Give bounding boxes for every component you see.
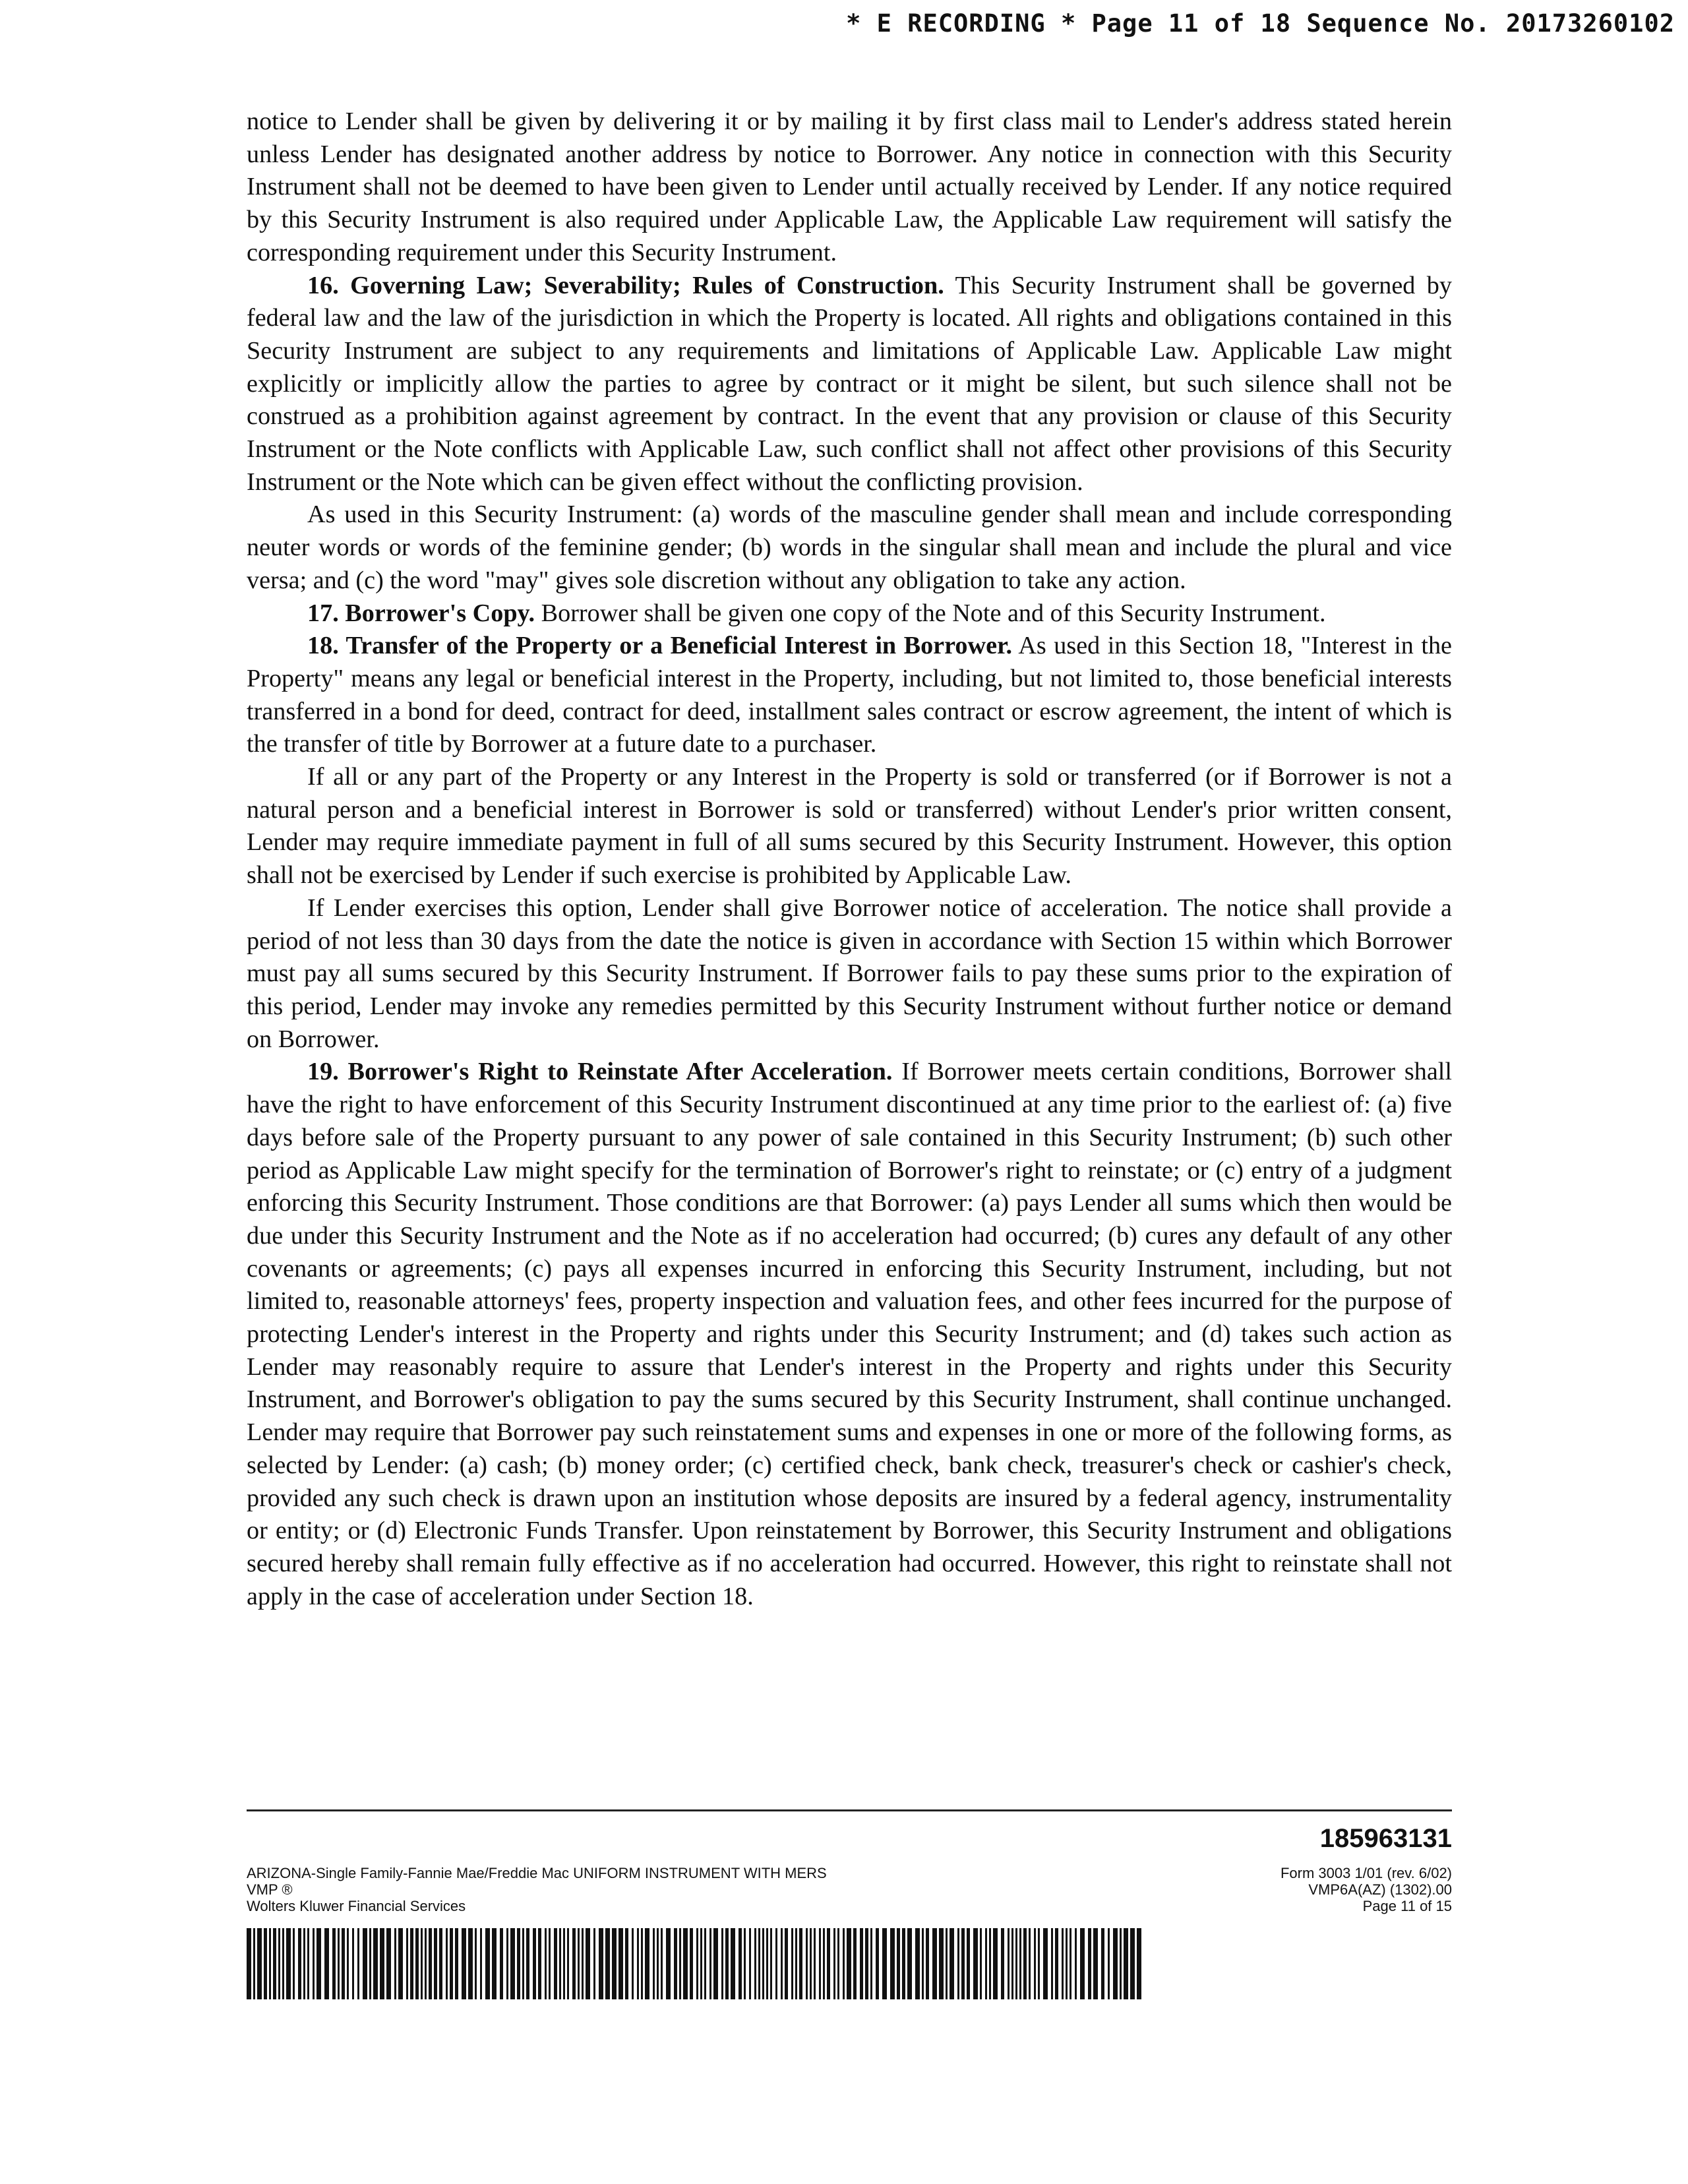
barcode-bar	[795, 1928, 797, 1999]
section-16	[247, 270, 1452, 499]
barcode-bar	[446, 1928, 448, 1999]
barcode-bar	[806, 1928, 808, 1999]
barcode-bar	[563, 1928, 565, 1999]
barcode-bar	[657, 1928, 659, 1999]
barcode-bar	[1113, 1928, 1118, 1999]
barcode-bar	[775, 1928, 777, 1999]
barcode-bar	[1038, 1928, 1040, 1999]
barcode-bar	[1062, 1928, 1064, 1999]
barcode-bar	[538, 1928, 541, 1999]
footer-vmp-mark: VMP ®	[247, 1881, 293, 1898]
barcode-bar	[679, 1928, 681, 1999]
barcode-bar	[1101, 1928, 1104, 1999]
barcode-bar	[462, 1928, 466, 1999]
footer-form-number: Form 3003 1/01 (rev. 6/02)	[1280, 1865, 1452, 1881]
barcode-bar	[674, 1928, 677, 1999]
barcode-bar	[357, 1928, 359, 1999]
section-17	[247, 597, 1452, 630]
section-19	[247, 1056, 1452, 1613]
barcode-bar	[429, 1928, 432, 1999]
barcode-bar	[500, 1928, 503, 1999]
barcode-bar	[450, 1928, 453, 1999]
footer-form-description	[247, 1865, 827, 1914]
barcode-bar	[754, 1928, 756, 1999]
footer-publisher: Wolters Kluwer Financial Services	[247, 1898, 466, 1914]
barcode-bar	[480, 1928, 482, 1999]
barcode-bar	[744, 1928, 746, 1999]
barcode-bar	[347, 1928, 349, 1999]
barcode-bar	[961, 1928, 965, 1999]
barcode-bar	[324, 1928, 329, 1999]
barcode-bar	[545, 1928, 547, 1999]
barcode-bar	[1108, 1928, 1110, 1999]
footer-form-code: VMP6A(AZ) (1302).00	[1308, 1881, 1452, 1898]
barcode-bar	[1075, 1928, 1077, 1999]
barcode-bar	[1011, 1928, 1013, 1999]
section-18-paragraph-3: If Lender exercises this option, Lender shall give Borrower notice of acceleration. The notice shall provide a period of not less than 30 days from the date the notice is given in accordance with Section 15 within which Borrower must pay all sums secured by this Security Instrument. If Borrower fails to pay these sums prior to the expiration of this period, Lender may invoke any remedies permitted by this Security Instrument without further notice or demand on Borrower.	[247, 894, 1452, 1053]
barcode	[247, 1928, 1146, 1999]
section-18-heading: 18. Transfer of the Property or a Beneficial Interest in Borrower.	[307, 632, 1013, 660]
barcode-bar	[549, 1928, 551, 1999]
barcode-bar	[492, 1928, 497, 1999]
barcode-bar	[843, 1928, 845, 1999]
barcode-bar	[980, 1928, 982, 1999]
barcode-bar	[819, 1928, 821, 1999]
barcode-bar	[554, 1928, 557, 1999]
barcode-bar	[814, 1928, 816, 1999]
barcode-bar	[704, 1928, 706, 1999]
barcode-bar	[946, 1928, 948, 1999]
paragraph-notice-continued: notice to Lender shall be given by delivering it or by mailing it by first class mail to Lender's address stated herein unless Lender has designated another address by notice to Borrower. Any notice in connection with this Security Instrument shall not be deemed to have been given to Lender until actually received by Lender. If any notice required by this Security Instrument is also required under Applicable Law, the Applicable Law requirement will satisfy the corresponding requirement under this Security Instrument.	[247, 107, 1452, 266]
barcode-bar	[799, 1928, 802, 1999]
barcode-bar	[683, 1928, 688, 1999]
barcode-bar	[1051, 1928, 1053, 1999]
barcode-bar	[957, 1928, 959, 1999]
barcode-bar	[823, 1928, 825, 1999]
barcode-bar	[781, 1928, 783, 1999]
barcode-bar	[510, 1928, 515, 1999]
barcode-bar	[870, 1928, 872, 1999]
barcode-bar	[582, 1928, 584, 1999]
barcode-bar	[342, 1928, 345, 1999]
barcode-bar	[468, 1928, 473, 1999]
barcode-bar	[298, 1928, 301, 1999]
barcode-bar	[380, 1928, 384, 1999]
barcode-bar	[586, 1928, 590, 1999]
barcode-bar	[475, 1928, 477, 1999]
barcode-bar	[922, 1928, 924, 1999]
barcode-bar	[578, 1928, 580, 1999]
barcode-bar	[985, 1928, 987, 1999]
barcode-bar	[264, 1928, 267, 1999]
footer-divider	[247, 1809, 1452, 1811]
barcode-bar	[1043, 1928, 1048, 1999]
barcode-bar	[593, 1928, 595, 1999]
barcode-bar	[293, 1928, 295, 1999]
barcode-bar	[253, 1928, 255, 1999]
barcode-bar	[865, 1928, 868, 1999]
barcode-bar	[303, 1928, 305, 1999]
barcode-bar	[860, 1928, 863, 1999]
barcode-bar	[517, 1928, 520, 1999]
barcode-bar	[876, 1928, 879, 1999]
barcode-bar	[415, 1928, 419, 1999]
barcode-bar	[282, 1928, 284, 1999]
barcode-bar	[316, 1928, 321, 1999]
barcode-bar	[713, 1928, 718, 1999]
barcode-bar	[882, 1928, 887, 1999]
section-19-heading: 19. Borrower's Right to Reinstate After Acceleration.	[307, 1058, 893, 1086]
section-17-heading: 17. Borrower's Copy.	[307, 599, 535, 627]
barcode-bar	[410, 1928, 413, 1999]
barcode-bar	[1023, 1928, 1027, 1999]
barcode-bar	[526, 1928, 529, 1999]
barcode-bar	[559, 1928, 561, 1999]
barcode-bar	[1008, 1928, 1010, 1999]
barcode-bar	[1088, 1928, 1091, 1999]
barcode-bar	[338, 1928, 340, 1999]
barcode-bar	[1015, 1928, 1017, 1999]
barcode-bar	[257, 1928, 262, 1999]
barcode-bar	[286, 1928, 291, 1999]
barcode-bar	[1124, 1928, 1128, 1999]
barcode-bar	[599, 1928, 603, 1999]
barcode-bar	[269, 1928, 271, 1999]
barcode-bar	[837, 1928, 839, 1999]
barcode-bar	[709, 1928, 711, 1999]
barcode-bar	[641, 1928, 643, 1999]
barcode-bar	[645, 1928, 649, 1999]
barcode-bar	[661, 1928, 663, 1999]
barcode-bar	[425, 1928, 427, 1999]
barcode-bar	[522, 1928, 524, 1999]
barcode-bar	[738, 1928, 742, 1999]
barcode-bar	[1130, 1928, 1135, 1999]
barcode-bar	[721, 1928, 723, 1999]
barcode-bar	[1066, 1928, 1068, 1999]
barcode-bar	[612, 1928, 617, 1999]
barcode-bar	[749, 1928, 751, 1999]
barcode-bar	[434, 1928, 437, 1999]
barcode-bar	[810, 1928, 812, 1999]
section-16-heading: 16. Governing Law; Severability; Rules of Construction.	[307, 271, 944, 299]
section-17-text: Borrower shall be given one copy of the Note and of this Security Instrument.	[535, 599, 1326, 627]
barcode-bar	[758, 1928, 760, 1999]
barcode-bar	[506, 1928, 508, 1999]
barcode-bar	[632, 1928, 634, 1999]
barcode-bar	[897, 1928, 900, 1999]
barcode-bar	[247, 1928, 251, 1999]
barcode-bar	[932, 1928, 937, 1999]
footer-form-title: ARIZONA-Single Family-Fannie Mae/Freddie Mac UNIFORM INSTRUMENT WITH MERS	[247, 1865, 827, 1881]
barcode-bar	[369, 1928, 371, 1999]
barcode-bar	[973, 1928, 978, 1999]
barcode-bar	[1019, 1928, 1021, 1999]
barcode-bar	[567, 1928, 569, 1999]
section-18-paragraph-2: If all or any part of the Property or any Interest in the Property is sold or transferred (or if Borrower is not a natural person and a beneficial interest in Borrower is sold or transferred) without Lender's prior written consent, Lender may require immediate payment in full of all sums secured by this Security Instrument. However, this option shall not be exercised by Lender if such exercise is prohibited by Applicable Law.	[247, 763, 1452, 890]
barcode-bar	[394, 1928, 396, 1999]
barcode-bar	[690, 1928, 693, 1999]
barcode-bar	[1070, 1928, 1071, 1999]
barcode-bar	[967, 1928, 970, 1999]
footer-form-info	[1281, 1865, 1452, 1914]
barcode-bar	[902, 1928, 905, 1999]
barcode-bar	[926, 1928, 929, 1999]
barcode-bar	[785, 1928, 788, 1999]
barcode-bar	[853, 1928, 857, 1999]
barcode-bar	[455, 1928, 458, 1999]
barcode-bar	[700, 1928, 702, 1999]
barcode-bar	[950, 1928, 954, 1999]
barcode-bar	[1137, 1928, 1141, 1999]
barcode-bar	[666, 1928, 671, 1999]
barcode-bar	[618, 1928, 623, 1999]
barcode-bar	[791, 1928, 793, 1999]
barcode-bar	[1093, 1928, 1098, 1999]
barcode-bar	[406, 1928, 408, 1999]
barcode-bar	[993, 1928, 998, 1999]
barcode-bar	[1001, 1928, 1004, 1999]
barcode-bar	[915, 1928, 920, 1999]
barcode-bar	[725, 1928, 729, 1999]
barcode-bar	[637, 1928, 639, 1999]
barcode-bar	[1080, 1928, 1085, 1999]
section-18-text: As used in this Section 18, "Interest in the Property" means any legal or beneficial interest in the Property, including, but not limited to, those beneficial interests transferred in a bond for deed, contract for deed, installment sales contract or escrow agreement, the intent of which is the transfer of title by Borrower at a future date to a purchaser.	[247, 632, 1452, 758]
barcode-bar	[373, 1928, 378, 1999]
barcode-bar	[605, 1928, 610, 1999]
barcode-bar	[386, 1928, 391, 1999]
barcode-bar	[989, 1928, 991, 1999]
recording-header: * E RECORDING * Page 11 of 18 Sequence No. 20173260102	[846, 9, 1675, 38]
barcode-bar	[533, 1928, 536, 1999]
barcode-bar	[653, 1928, 655, 1999]
barcode-bar	[907, 1928, 912, 1999]
barcode-bar	[770, 1928, 772, 1999]
barcode-bar	[762, 1928, 764, 1999]
barcode-bar	[847, 1928, 851, 1999]
barcode-bar	[1034, 1928, 1036, 1999]
barcode-bar	[313, 1928, 315, 1999]
section-16-paragraph-2: As used in this Security Instrument: (a) words of the masculine gender shall mean and include corresponding neuter words or words of the feminine gender; (b) words in the singular shall mean and include the plural and vice versa; and (c) the word "may" gives sole discretion without any obligation to take any action.	[247, 501, 1452, 594]
barcode-bar	[363, 1928, 367, 1999]
barcode-bar	[939, 1928, 944, 1999]
barcode-bar	[766, 1928, 768, 1999]
document-body	[247, 106, 1452, 1613]
barcode-bar	[833, 1928, 835, 1999]
section-19-text: If Borrower meets certain conditions, Borrower shall have the right to have enforcement of this Security Instrument discontinued at any time prior to the earliest of: (a) five days before sale of the Property pursuant to any power of sale contained in this Security Instrument; (b) such other period as Applicable Law might specify for the termination of Borrower's right to reinstate; or (c) entry of a judgment enforcing this Security Instrument. Those conditions are that Borrower: (a) pays Lender all sums which then would be due under this Security Instrument and the Note as if no acceleration had occurred; (b) cures any default of any other covenants or agreements; (c) pays all expenses incurred in enforcing this Security Instrument, including, but not limited to, reasonable attorneys' fees, property inspection and valuation fees, and other fees incurred for the purpose of protecting Lender's interest in the Property and rights under this Security Instrument; and (d) takes such action as Lender may reasonably require to assure that Lender's interest in the Property and rights under this Security Instrument, and Borrower's obligation to pay the sums secured by this Security Instrument, shall continue unchanged. Lender may require that Borrower pay such reinstatement sums and expenses in one or more of the following forms, as selected by Lender: (a) cash; (b) money order; (c) certified check, bank check, treasurer's check or cashier's check, provided any such check is drawn upon an institution whose deposits are insured by a federal agency, instrumentality or entity; or (d) Electronic Funds Transfer. Upon reinstatement by Borrower, this Security Instrument and obligations secured hereby shall remain fully effective as if no acceleration had occurred. However, this right to reinstate shall not apply in the case of acceleration under Section 18.	[247, 1058, 1453, 1610]
barcode-bar	[439, 1928, 442, 1999]
barcode-bar	[1120, 1928, 1122, 1999]
section-16-text: This Security Instrument shall be governed by federal law and the law of the jurisdiction in which the Property is located. All rights and obligations contained in this Security Instrument are subject to any requirements and limitations of Applicable Law. Applicable Law might explicitly or implicitly allow the parties to agree by contract or it might be silent, but such silence shall not be construed as a prohibition against agreement by contract. In the event that any provision or clause of this Security Instrument or the Note conflicts with Applicable Law, such conflict shall not affect other provisions of this Security Instrument or the Note which can be given effect without the conflicting provision.	[247, 271, 1452, 496]
barcode-bar	[278, 1928, 280, 1999]
footer-page-number: Page 11 of 15	[1362, 1898, 1452, 1914]
barcode-bar	[696, 1928, 698, 1999]
barcode-bar	[273, 1928, 276, 1999]
barcode-bar	[572, 1928, 576, 1999]
barcode-bar	[890, 1928, 895, 1999]
loan-number: 185963131	[1319, 1824, 1452, 1853]
barcode-bar	[827, 1928, 830, 1999]
barcode-bar	[625, 1928, 628, 1999]
barcode-bar	[307, 1928, 309, 1999]
barcode-bar	[1055, 1928, 1058, 1999]
barcode-bar	[1029, 1928, 1031, 1999]
barcode-bar	[332, 1928, 336, 1999]
barcode-bar	[731, 1928, 735, 1999]
barcode-bar	[485, 1928, 490, 1999]
section-18	[247, 630, 1452, 761]
barcode-bar	[421, 1928, 423, 1999]
barcode-bar	[398, 1928, 403, 1999]
barcode-bar	[352, 1928, 354, 1999]
